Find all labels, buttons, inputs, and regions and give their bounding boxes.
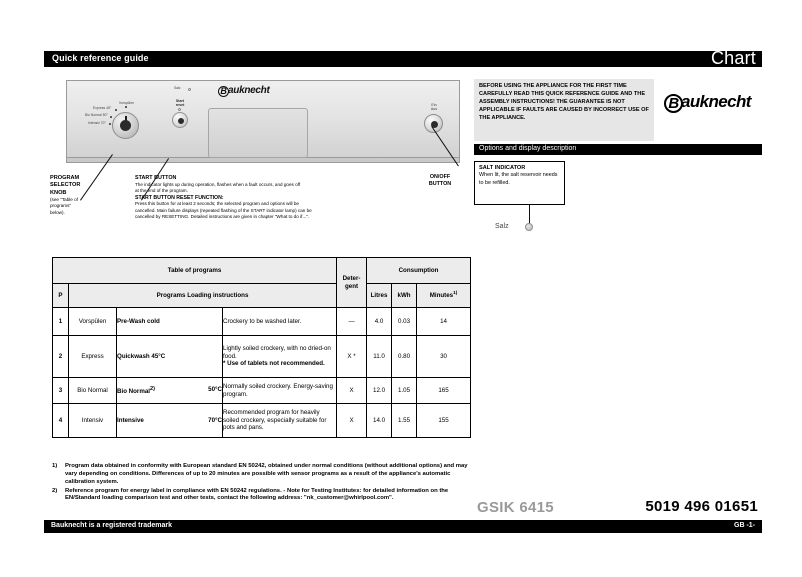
knob-tick-2 — [110, 116, 112, 118]
row-number: 4 — [53, 404, 69, 438]
bauknecht-logo-initial: B — [664, 94, 683, 113]
row-litres: 14.0 — [367, 404, 392, 438]
footnote-item — [52, 488, 472, 504]
row-minutes: 14 — [417, 308, 471, 336]
start-button[interactable] — [172, 112, 188, 128]
row-program-en-label: Pre-Wash cold — [117, 318, 160, 325]
panel-salt-led-icon — [188, 88, 191, 91]
options-section-bar — [474, 144, 762, 155]
row-loading-instructions — [223, 308, 337, 336]
row-program-temp: 70°C — [208, 417, 222, 424]
start-button-panel-label-line1: Start — [175, 99, 185, 103]
programs-loading-header: Programs Loading instructions — [69, 284, 337, 308]
display-window — [208, 108, 308, 158]
footnote-marker: 2) — [52, 487, 58, 494]
detergent-header-line1: Deter- — [342, 275, 361, 283]
table-row — [53, 378, 471, 404]
row-number: 3 — [53, 378, 69, 404]
row-program-temp: 50°C — [208, 385, 222, 393]
annotation-onoff-button — [420, 174, 460, 188]
row-detergent: X * — [337, 336, 367, 378]
annotation-program-selector-sub-3: below). — [50, 209, 65, 215]
row-program-en — [117, 378, 223, 404]
footer-page-number: GB -1- — [734, 522, 755, 529]
minutes-header — [417, 284, 471, 308]
warning-box: BEFORE USING THE APPLIANCE FOR THE FIRST TIME CAREFULLY READ THIS QUICK REFERENCE GUIDE AND THE ASSEMBLY INSTRUCTIONS! THE GUARANTEE IS NOT APPLICABLE IF FAULTS ARE CAUSED BY INCORRECT USE OF THE APPLIANCE. — [474, 79, 654, 141]
row-loading-instructions — [223, 336, 337, 378]
consumption-header: Consumption — [367, 258, 471, 284]
annotation-start-button-title: START BUTTON — [135, 175, 177, 181]
row-loading-instructions — [223, 378, 337, 404]
minutes-header-footnote: 1) — [453, 291, 458, 297]
row-program-en — [117, 404, 223, 438]
detergent-header-line2: gent — [345, 282, 359, 290]
row-litres: 12.0 — [367, 378, 392, 404]
row-program-en-label: Quickwash 45°C — [117, 353, 166, 360]
annotation-program-selector — [50, 175, 108, 216]
annotation-start-button-body-2: at the end of the program. — [135, 188, 188, 194]
kwh-header: kWh — [392, 284, 417, 308]
row-kwh: 0.80 — [392, 336, 417, 378]
annotation-start-button — [135, 175, 345, 220]
options-section-title: Options and display description — [479, 145, 577, 152]
annotation-onoff-title-2: BUTTON — [428, 181, 452, 188]
row-litres: 11.0 — [367, 336, 392, 378]
row-program-de: Bio Normal — [69, 378, 117, 404]
salt-indicator-caption: Salz — [495, 223, 509, 230]
start-led-icon — [178, 108, 181, 111]
header-right-title: Chart — [710, 48, 756, 68]
litres-header: Litres — [367, 284, 392, 308]
row-program-de: Vorspülen — [69, 308, 117, 336]
knob-label-0: Vorspülen — [119, 101, 135, 105]
bauknecht-logo — [664, 92, 751, 113]
header-left-title: Quick reference guide — [52, 53, 149, 63]
row-minutes: 30 — [417, 336, 471, 378]
program-selector-knob-hub — [120, 120, 131, 131]
onoff-panel-label-line1: Ein — [431, 103, 437, 107]
footer-trademark: Bauknecht is a registered trademark — [51, 522, 172, 529]
annotation-start-reset-body-3: cancelled by RESETTING. Detailed instructions are given in chapter "What to do if...". — [135, 213, 310, 219]
row-kwh: 0.03 — [392, 308, 417, 336]
annotation-program-selector-sub-1: (see "Table of — [50, 197, 78, 203]
annotation-start-reset-body-2: cancelled. Main failure displays (repeated flashing of the START indicator lamp) can be — [135, 207, 312, 213]
row-detergent: X — [337, 404, 367, 438]
salt-indicator-title: SALT INDICATOR — [479, 165, 526, 171]
annotation-program-selector-title-2: SELECTOR — [50, 182, 81, 189]
annotation-program-selector-title-3: KNOB — [50, 189, 67, 196]
panel-brand-logo — [218, 85, 270, 97]
programs-table — [52, 257, 471, 438]
row-program-en — [117, 308, 223, 336]
knob-label-1: Express 45° — [93, 106, 112, 110]
row-program-de: Intensiv — [69, 404, 117, 438]
salt-indicator-body: When lit, the salt reservoir needs to be refilled. — [479, 172, 558, 186]
row-number: 2 — [53, 336, 69, 378]
salt-indicator-callout — [474, 161, 565, 205]
row-loading-instructions — [223, 404, 337, 438]
row-minutes: 165 — [417, 378, 471, 404]
p-header: P — [53, 284, 69, 308]
table-row — [53, 308, 471, 336]
panel-brand-rest: auknecht — [228, 85, 270, 96]
row-detergent: — — [337, 308, 367, 336]
row-kwh: 1.05 — [392, 378, 417, 404]
annotation-start-button-body-1: The indicator lights up during operation, flashes when a fault occurs, and goes off — [135, 182, 301, 188]
annotation-start-reset-body-1: Press this button for at least 2 seconds; the selected program and options will be — [135, 201, 299, 207]
row-program-en-label: Bio Normal — [117, 388, 151, 396]
table-row — [53, 404, 471, 438]
onoff-panel-label-line2: Aus — [430, 107, 438, 112]
row-minutes: 155 — [417, 404, 471, 438]
table-row — [53, 336, 471, 378]
table-header-row-2 — [53, 284, 471, 308]
footnote-item — [52, 463, 472, 487]
knob-label-3: Intensiv 70° — [88, 121, 106, 125]
row-litres: 4.0 — [367, 308, 392, 336]
start-button-panel-label — [170, 99, 190, 108]
row-kwh: 1.55 — [392, 404, 417, 438]
annotation-program-selector-sub-2: programs" — [50, 203, 72, 209]
salt-indicator-led-icon — [525, 223, 533, 231]
panel-salt-label: Salz — [174, 86, 181, 90]
row-program-footnote: 2) — [150, 385, 155, 392]
footnote-marker: 1) — [52, 463, 58, 469]
annotation-start-reset-title: START BUTTON RESET FUNCTION: — [135, 194, 224, 201]
minutes-header-label: Minutes — [429, 292, 454, 300]
salt-indicator-leader-line — [529, 205, 530, 225]
footnotes — [52, 463, 472, 504]
row-number: 1 — [53, 308, 69, 336]
knob-tick-1 — [115, 109, 117, 111]
row-loading-text: Crockery to be washed later. — [223, 317, 302, 325]
row-loading-text: Normally soiled crockery. Energy-saving program. — [223, 382, 333, 398]
row-loading-note: * Use of tablets not recommended. — [223, 360, 325, 368]
row-program-en — [117, 336, 223, 378]
table-title: Table of programs — [53, 258, 337, 284]
start-button-panel-label-line2: reset — [175, 103, 185, 108]
detergent-header — [337, 258, 367, 308]
header-bar — [44, 48, 762, 68]
model-code: GSIK 6415 — [477, 499, 554, 516]
part-number: 5019 496 01651 — [645, 498, 758, 515]
row-program-en-label: Intensive — [117, 417, 144, 424]
control-panel-base — [66, 158, 460, 163]
table-header-row-1 — [53, 258, 471, 284]
knob-tick-3 — [109, 123, 111, 125]
panel-brand-initial: B — [218, 86, 229, 97]
row-detergent: X — [337, 378, 367, 404]
row-loading-text: Recommended program for heavily soiled crockery, especially suitable for pots and pans. — [223, 408, 327, 432]
annotation-onoff-title-1: ON/OFF — [429, 174, 451, 180]
footnote-text: Program data obtained in conformity with European standard EN 50242, obtained under normal conditions (without additional options) and may vary depending on conditions. Differences of up to 20 minutes are possible with sensor programs as a result of the appliance's automatic calibration system. — [65, 463, 468, 485]
bauknecht-logo-rest: auknecht — [681, 92, 751, 111]
knob-tick-0 — [125, 106, 127, 108]
footnote-text: Reference program for energy label in compliance with EN 50242 regulations. - Note for Testing Institutes: for detailed information on the EN/Standard loading comparison test and other tests, contact the following address: "nk_customer@whirlpool.com". — [65, 487, 449, 502]
annotation-program-selector-title-1: PROGRAM — [50, 175, 80, 181]
onoff-button-panel-label — [424, 103, 444, 112]
row-program-de: Express — [69, 336, 117, 378]
knob-label-2: Bio Normal 50° — [85, 113, 108, 117]
footer-bar — [44, 520, 762, 533]
row-loading-text: Lightly soiled crockery, with no dried-on food. — [223, 344, 331, 360]
